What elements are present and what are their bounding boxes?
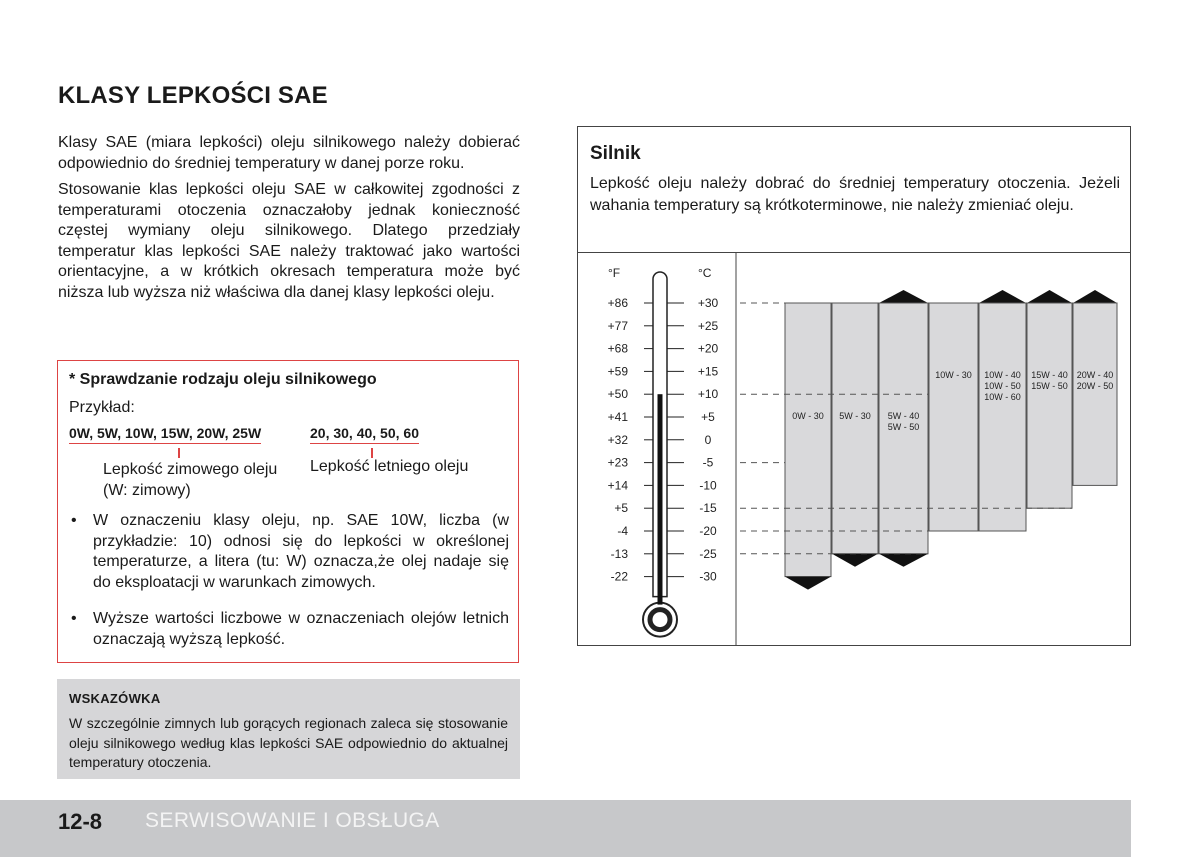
bullet-item: [69, 609, 509, 650]
unit-label-f: °F: [608, 266, 621, 280]
oil-check-box: [57, 360, 519, 663]
grade-bar: [785, 303, 831, 577]
tick-label-c: 0: [704, 432, 712, 447]
intro-paragraph: Stosowanie klas lepkości oleju SAE w całkowitej zgodności z temperaturami otoczenia oznaczałoby jednak konieczność częstej wymiany oleju silnikowego. Dlatego przedziały temperatur klas lepkości SAE należy traktować jako wartości orientacyjne, a w krótkich okresach temperatura może być niższa lub wyższa niż właściwa dla danej klasy lepkości oleju.: [58, 181, 520, 301]
page-number: 12-8: [58, 809, 103, 834]
open-high-arrow: [1073, 290, 1117, 303]
bullet-dot: •: [71, 512, 77, 529]
grade-label: 5W - 30: [839, 411, 871, 421]
engine-panel: [577, 126, 1131, 646]
grade-label: 20W - 40: [1076, 370, 1114, 381]
intro-paragraph: Klasy SAE (miara lepkości) oleju silnikowego należy dobierać odpowiednio do średniej temperatury w danej porze roku.: [58, 134, 520, 172]
grade-label: 15W - 50: [1031, 381, 1068, 392]
winter-caption: Lepkość zimowego oleju (W: zimowy): [103, 461, 278, 499]
tick-label-c: +5: [701, 410, 715, 424]
tick-label-c: +15: [697, 364, 719, 379]
open-low-arrow: [832, 554, 878, 567]
summer-pointer-line: [371, 448, 373, 458]
open-high-arrow: [879, 290, 928, 303]
tick-label-c: +25: [697, 318, 719, 333]
intro-text: [58, 133, 520, 309]
tick-label-c: -5: [702, 455, 714, 470]
bullet-dot: •: [71, 610, 77, 627]
note-text: W szczególnie zimnych lub gorących regionach zaleca się stosowanie oleju silnikowego według klas lepkości SAE odpowiednio do aktualnej temperatury otoczenia.: [69, 715, 508, 770]
grade-label: 10W - 40: [984, 370, 1021, 381]
grade-label: 20W - 50: [1076, 381, 1114, 392]
grade-bar: [1073, 303, 1117, 485]
tick-label-c: -15: [699, 501, 717, 516]
note-title: WSKAZÓWKA: [69, 691, 161, 706]
example-label: Przykład:: [69, 399, 135, 416]
tick-label-f: -13: [610, 546, 628, 561]
open-high-arrow: [979, 290, 1026, 303]
tick-label-f: +14: [607, 478, 628, 493]
section-name: SERWISOWANIE I OBSŁUGA: [145, 809, 440, 832]
tick-label-f: +86: [607, 296, 628, 310]
grade-label: 15W - 40: [1031, 370, 1068, 381]
grade-bar: [929, 303, 978, 531]
bullet-item: [69, 511, 509, 593]
tick-label-c: -10: [699, 478, 717, 493]
tick-label-c: -30: [699, 569, 717, 584]
tick-label-f: +32: [607, 432, 628, 447]
tick-label-f: +5: [614, 501, 628, 516]
open-low-arrow: [879, 554, 928, 567]
engine-title: Silnik: [590, 143, 641, 164]
summer-codes: 20, 30, 40, 50, 60: [310, 425, 419, 444]
grade-label: 0W - 30: [792, 411, 824, 421]
check-box-title: * Sprawdzanie rodzaju oleju silnikowego: [69, 371, 377, 388]
page-footer: [0, 800, 1131, 857]
open-low-arrow: [785, 577, 831, 590]
viscosity-chart: [578, 253, 1130, 645]
winter-codes: 0W, 5W, 10W, 15W, 20W, 25W: [69, 425, 261, 444]
page-title: KLASY LEPKOŚCI SAE: [58, 82, 328, 109]
tick-label-f: -22: [610, 569, 628, 584]
tick-label-f: +59: [607, 364, 628, 379]
tick-label-f: +77: [607, 318, 628, 333]
grade-bar: [979, 303, 1026, 531]
tick-label-c: +10: [697, 387, 719, 402]
bullet-text: W oznaczeniu klasy oleju, np. SAE 10W, liczba (w przykładzie: 10) odnosi się do lepkości w określonej temperaturze, a litera (tu: W) oznacza,że olej nadaje się do eksploatacji w warunkach zimowych.: [93, 512, 509, 591]
open-high-arrow: [1027, 290, 1072, 303]
thermometer-mercury: [658, 394, 663, 604]
grade-label: 10W - 50: [984, 381, 1021, 392]
unit-label-c: °C: [698, 266, 712, 280]
bullet-list: [69, 511, 509, 666]
bullet-text: Wyższe wartości liczbowe w oznaczeniach olejów letnich oznaczają wyższą lepkość.: [93, 610, 509, 648]
tick-label-f: +50: [607, 387, 628, 402]
tick-label-f: +41: [607, 410, 628, 424]
summer-caption: Lepkość letniego oleju: [310, 458, 469, 475]
tick-label-f: -4: [617, 524, 628, 538]
tick-label-f: +23: [607, 455, 628, 470]
engine-description: Lepkość oleju należy dobrać do średniej temperatury otoczenia. Jeżeli wahania temperatury są krótkoterminowe, nie należy zmieniać oleju.: [590, 175, 1120, 214]
tick-label-c: +20: [697, 341, 719, 356]
grade-label: 5W - 40: [887, 411, 920, 421]
grade-bar: [832, 303, 878, 554]
winter-pointer-line: [178, 448, 180, 458]
grade-label: 10W - 30: [935, 370, 972, 381]
grade-bar: [1027, 303, 1072, 508]
tick-label-f: +68: [607, 341, 628, 356]
tick-label-c: -25: [699, 546, 717, 561]
tick-label-c: +30: [697, 296, 719, 310]
thermometer-bulb-core: [650, 610, 670, 630]
tick-label-c: -20: [699, 524, 717, 538]
grade-label: 10W - 60: [984, 392, 1021, 403]
note-box: [57, 679, 520, 779]
grade-label: 5W - 50: [887, 422, 920, 432]
